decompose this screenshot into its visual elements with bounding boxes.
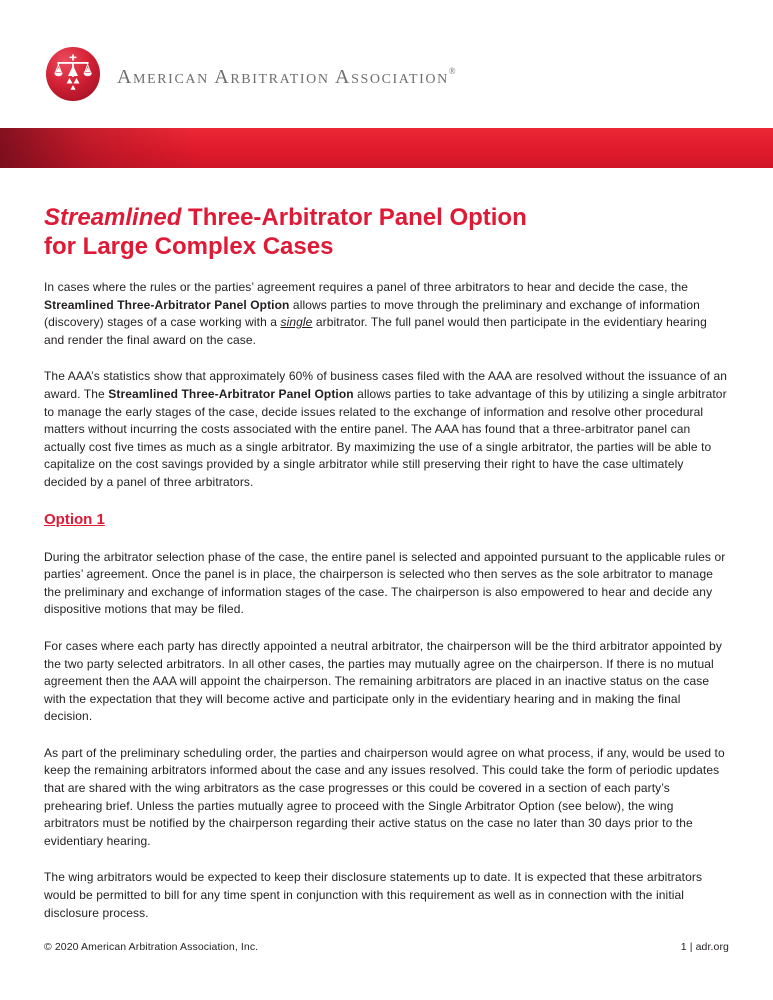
text-segment: In cases where the rules or the parties’ agreement requires a panel of three arbitrators to hear and decide the case, the bbox=[44, 280, 689, 294]
title-line2: for Large Complex Cases bbox=[44, 233, 334, 260]
bold-option-name: Streamlined Three-Arbitrator Panel Option bbox=[44, 297, 290, 312]
paragraph-selection-phase: During the arbitrator selection phase of the case, the entire panel is selected and appointed pursuant to the applicable rules or parties’ agreement. Once the panel is in place, the chairperson is selected who then serves as the sole arbitrator to manage the preliminary and exchange of information stages of the case. The chairperson is also empowered to hear and decide any dispositive motions that may be filed. bbox=[44, 549, 726, 617]
title-line1-rest: Three-Arbitrator Panel Option bbox=[181, 204, 527, 231]
scales-of-justice-icon bbox=[44, 45, 102, 103]
paragraph-statistics bbox=[44, 368, 729, 491]
text-segment: The AAA’s statistics show that approximately 60% of business cases filed with the AAA are resolved without the issuance of an award. The bbox=[44, 369, 728, 401]
title-italic-word: Streamlined bbox=[44, 204, 182, 231]
red-ribbon-banner bbox=[0, 128, 773, 168]
header bbox=[0, 0, 773, 102]
copyright-notice: © 2020 American Arbitration Association, Inc. bbox=[44, 941, 259, 953]
section-heading-option-1: Option 1 bbox=[44, 510, 105, 528]
text-segment: allows parties to move through the preliminary and exchange of information (discovery) stages of a case working with a bbox=[44, 297, 700, 330]
brand-wordmark bbox=[117, 61, 456, 87]
paragraph-chairperson: For cases where each party has directly appointed a neutral arbitrator, the chairperson will be the third arbitrator appointed by the two party selected arbitrators. In all other cases, the parties may mutually agree on the chairperson. If there is no mutual agreement then the AAA will appoint the chairperson. The remaining arbitrators are placed in an inactive status on the case with the expectation that they will become active and participate only in the evidentiary hearing and in making the final decision. bbox=[44, 638, 722, 724]
registered-trademark-symbol: ® bbox=[448, 66, 456, 76]
brand-name: American Arbitration Association bbox=[117, 66, 449, 88]
bold-option-name: Streamlined Three-Arbitrator Panel Option bbox=[108, 386, 354, 401]
text-segment: allows parties to take advantage of this by utilizing a single arbitrator to manage the early stages of the case, decide issues related to the exchange of information and resolve other procedural matters without incurring the costs associated with the entire panel. The AAA has found that a three-arbitrator panel can actually cost five times as much as a single arbitrator. By maximizing the use of a single arbitrator, the parties will be able to capitalize on the cost savings provided by a single arbitrator while still preserving their right to have the case ultimately decided by a panel of three arbitrators. bbox=[44, 386, 727, 489]
paragraph-scheduling-order: As part of the preliminary scheduling order, the parties and chairperson would agree on what process, if any, would be used to keep the remaining arbitrators informed about the case and any issues resolved. This could take the form of periodic updates that are shared with the wing arbitrators as the case progresses or this could be covered in a section of each party’s prehearing brief. Unless the parties mutually agree to proceed with the Single Arbitrator Option (see below), the wing arbitrators must be notified by the chairperson regarding their active status on the case no later than 30 days prior to the evidentiary hearing. bbox=[44, 745, 725, 848]
page-number-and-site: 1 | adr.org bbox=[680, 941, 729, 953]
page-title bbox=[44, 203, 729, 261]
document-content bbox=[0, 168, 773, 922]
underlined-italic-word: single bbox=[280, 315, 313, 330]
text-segment: arbitrator. The full panel would then participate in the evidentiary hearing and render the final award on the case. bbox=[44, 315, 707, 347]
paragraph-intro bbox=[44, 279, 729, 349]
paragraph-disclosures: The wing arbitrators would be expected to keep their disclosure statements up to date. It is expected that these arbitrators would be permitted to bill for any time spent in conjunction with this requirement as well as in connection with the initial disclosure process. bbox=[44, 870, 703, 920]
brand-logo bbox=[44, 45, 102, 103]
page-footer bbox=[44, 941, 729, 953]
